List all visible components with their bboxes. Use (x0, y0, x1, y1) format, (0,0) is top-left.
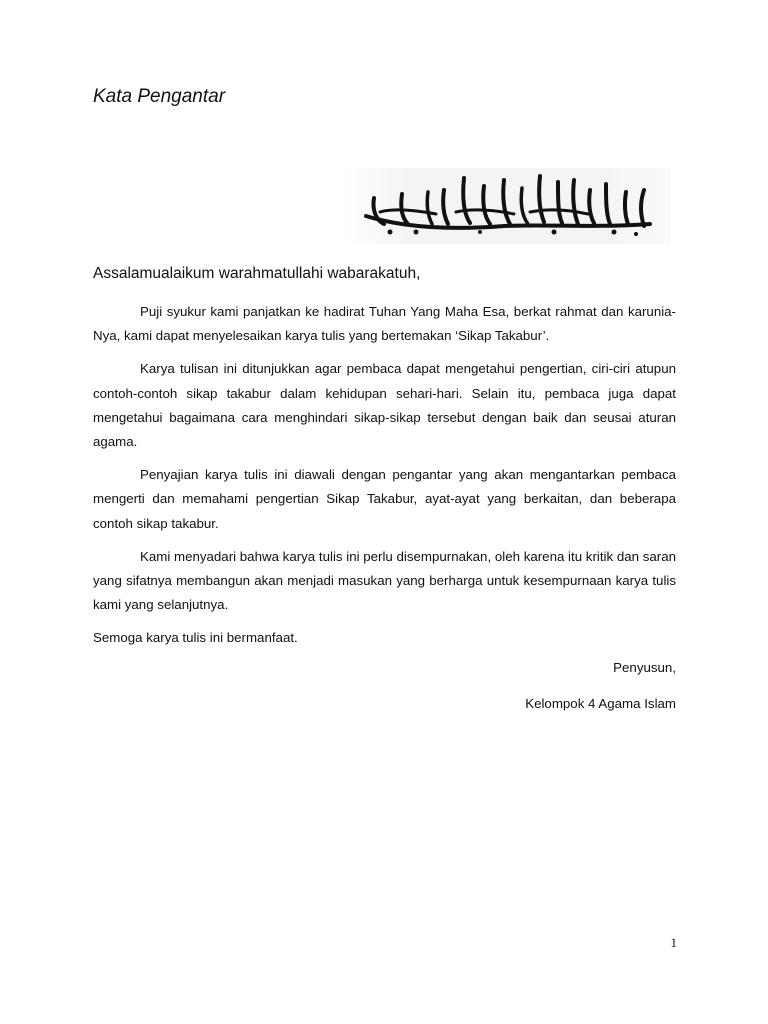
paragraph: Kami menyadari bahwa karya tulis ini perlu disempurnakan, oleh karena itu kritik dan saran yang sifatnya membangun akan menjadi masukan yang berharga untuk kesempurnaan karya tulis kami yang selanjutnya. (93, 548, 676, 613)
closing-line: Semoga karya tulis ini bermanfaat. (93, 630, 298, 646)
signature-name: Kelompok 4 Agama Islam (525, 696, 676, 711)
greeting: Assalamualaikum warahmatullahi wabarakatuh, (93, 265, 421, 282)
basmalah-calligraphy-image (344, 168, 670, 244)
paragraph: Karya tulisan ini ditunjukkan agar pembaca dapat mengetahui pengertian, ciri-ciri atupun contoh-contoh sikap takabur dalam kehidupan sehari-hari. Selain itu, pembaca juga dapat mengetahui bagaimana cara menghindari sikap-sikap tersebut dengan baik dan seusai aturan agama. (93, 361, 676, 450)
signature-role: Penyusun, (613, 660, 676, 675)
page-title: Kata Pengantar (93, 86, 226, 107)
paragraph: Penyajian karya tulis ini diawali dengan pengantar yang akan mengantarkan pembaca mengerti dan memahami pengertian Sikap Takabur, ayat-ayat yang berkaitan, dan beberapa contoh sikap takabur. (93, 467, 676, 531)
paragraph: Puji syukur kami panjatkan ke hadirat Tuhan Yang Maha Esa, berkat rahmat dan karunia-Nya, kami dapat menyelesaikan karya tulis yang bertemakan ‘Sikap Takabur’. (93, 304, 676, 344)
page-number: 1 (670, 935, 677, 950)
document-body (93, 300, 676, 660)
